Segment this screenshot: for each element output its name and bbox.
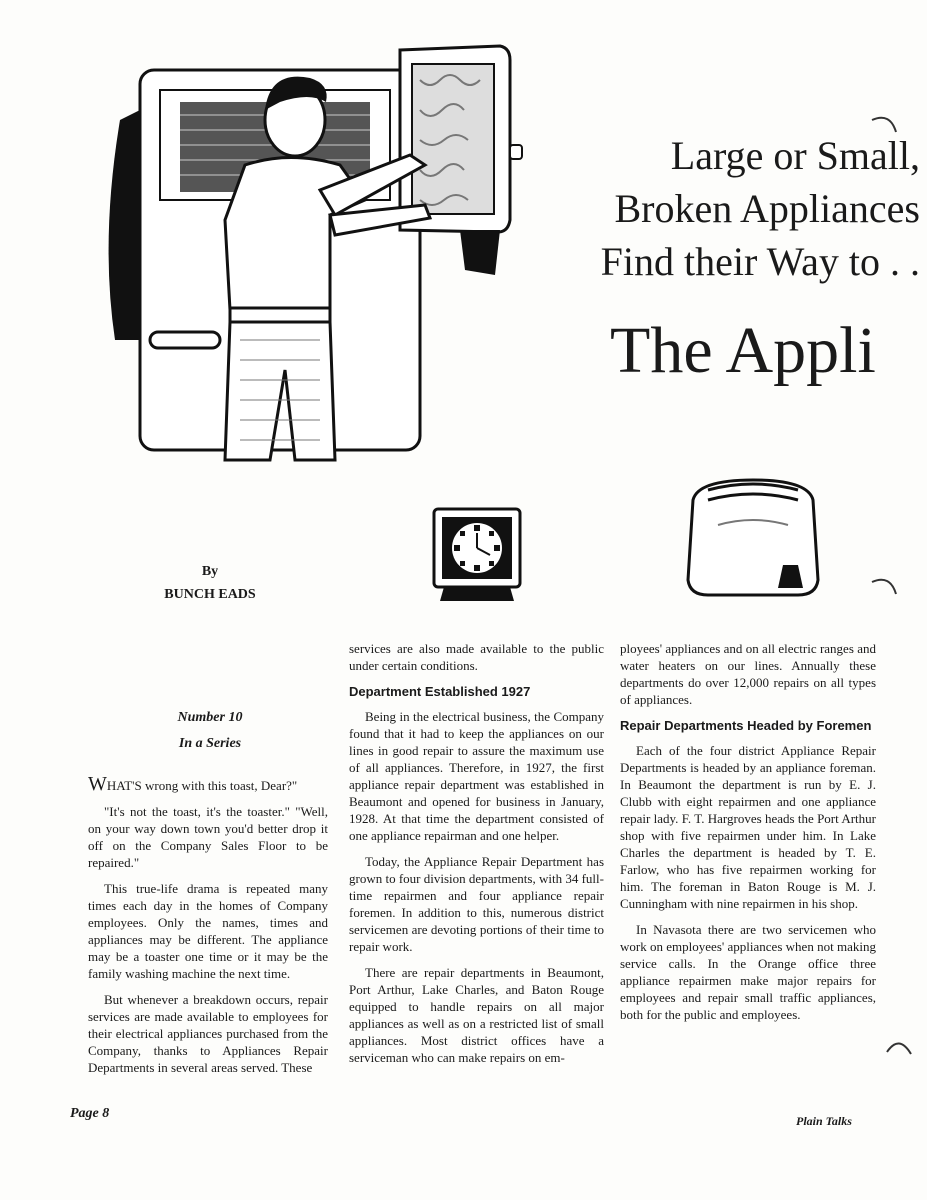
paragraph: Each of the four district Appliance Repair Departments is headed by an appliance foreman. In Beaumont the department is run by E. J. Clubb with eight repairmen and one appliance repair lady. F. T. Hargroves heads the Port Arthur shop with five repairmen under him. In Lake Charles the department is headed by T. E. Farlow, who has five repairmen working for him. The foreman in Baton Rouge is M. J. Cunningham with nine repairmen in his shop. xyxy=(620,743,876,911)
series-number: Number 10 xyxy=(177,710,243,725)
paragraph: "It's not the toast, it's the toaster." "Well, on your way down town you'd better drop it off on the Company Sales Floor to be repaired." xyxy=(88,804,328,870)
page-title: The Appli xyxy=(610,314,876,387)
headline-line-3: Find their Way to . . xyxy=(600,239,920,284)
drop-cap: W xyxy=(88,773,107,795)
paragraph: ployees' appliances and on all electric ranges and water heaters on our lines. Annually these departments do over 12,000 repairs on all types of appliances. xyxy=(620,641,876,707)
article-column-2 xyxy=(349,640,604,1075)
headline-line-1: Large or Small, xyxy=(670,133,920,178)
byline-by: By xyxy=(201,564,219,579)
section-heading: Repair Departments Headed by Foremen xyxy=(620,718,872,733)
headline-line-2: Broken Appliances xyxy=(614,186,920,231)
paragraph: Today, the Appliance Repair Department has grown to four division departments, with 34 full-time repairmen and four appliance repair foremen. In addition to this, numerous district servicemen are devoting portions of their time to repair work. xyxy=(349,854,604,954)
paragraph: In Navasota there are two servicemen who work on employees' appliances when not making service calls. In the Orange office three appliance repairmen make major repairs for employees and repair small traffic appliances, both for the public and employees. xyxy=(620,922,876,1022)
paragraph: This true-life drama is repeated many times each day in the homes of Company employees. Only the names, times and appliances may be different. The appliance may be a toaster one time or it may be the family washing machine the next time. xyxy=(88,881,328,981)
paragraph: But whenever a breakdown occurs, repair services are made available to employees for their electrical appliances purchased from the Company, thanks to Appliances Repair Departments in several areas served. These xyxy=(88,992,328,1075)
publication-name: Plain Talks xyxy=(796,1114,852,1128)
binder-hole-mark xyxy=(885,1034,915,1064)
binder-hole-mark xyxy=(870,574,900,604)
paragraph: There are repair departments in Beaumont, Port Arthur, Lake Charles, and Baton Rouge equipped to handle repairs on all major appliances as well as on a restricted list of small appliances. Most district offices have a serviceman who can make repairs on em- xyxy=(349,965,604,1065)
section-heading: Department Established 1927 xyxy=(349,684,531,699)
clock-illustration xyxy=(430,505,525,605)
toaster-illustration xyxy=(678,470,828,605)
paragraph: Being in the electrical business, the Company found that it had to keep the appliances on our lines in good repair to assure the maximum use of all appliances. Therefore, in 1927, the first appliance repair department was established in Beaumont and opened for business in January, 1928. At that time the department consisted of one appliance repairman and one helper. xyxy=(349,709,604,843)
article-column-3 xyxy=(620,640,876,1032)
binder-hole-mark xyxy=(870,112,900,142)
repairman-refrigerator-illustration xyxy=(80,40,530,465)
article-column-1 xyxy=(88,773,328,1085)
byline-author: BUNCH EADS xyxy=(164,587,256,602)
series-label: In a Series xyxy=(178,736,242,751)
paragraph: services are also made available to the public under certain conditions. xyxy=(349,641,604,673)
paragraph: WHAT'S wrong with this toast, Dear?" xyxy=(88,773,298,795)
page-number: Page 8 xyxy=(70,1106,110,1121)
